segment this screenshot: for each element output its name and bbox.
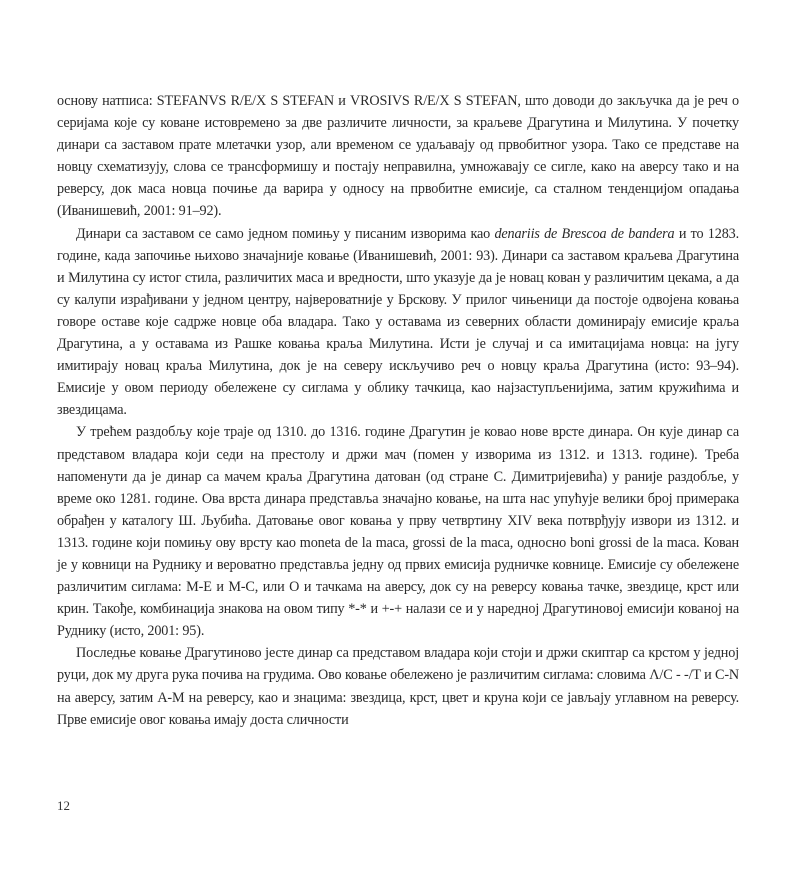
paragraph-3 [57,421,739,642]
paragraph-text: Последње ковање Драгутиново јесте динар са представом владара који стоји и држи скиптар са крстом у једној руци, док му друга рука почива на грудима. Ово ковање обележено је различитим сиглама: словима Λ/C - -/T и C-N на аверсу, затим A-M на реверсу, као и знацима: звездица, крст, цвет и круна који се јављају углавном на реверсу. Прве емисије овог ковања имају доста сличности [57,645,739,728]
latin-quote: denariis de Brescoa de bandera [494,225,675,242]
paragraph-4 [57,642,739,730]
paragraph-text: У трећем раздобљу које траје од 1310. до 1316. године Драгутин је ковао нове врсте динара. Он кује динар са представом владара који седи на престолу и држи мач (помен у изворима из 1312. и 1313. године). Треба напоменути да је динар са мачем краља Драгутина датован (од стране С. Димитријевића) у раније раздобље, у време око 1281. године. Ова врста динара представља значајно ковање, на шта нас упућује велики број примерака обрађен у каталогу Ш. Љубића. Датовање овог ковања у прву четвртину XIV века потврђују извори из 1312. и 1313. године који помињу ову врсту као moneta de la maca, grossi de la maca, односно boni grossi de la maca. Кован је у ковници на Руднику и вероватно представља једну од првих емисија рудничке ковнице. Емисије су обележене различитим сиглама: M-E и M-C, или O и тачкама на аверсу, док су на реверсу ковања тачке, звездице, крст или крин. Такође, комбинација знакова на овом типу *-* и +-+ налази се и у наредној Драгутиновој емисији кованој на Руднику (исто, 2001: 95). [57,424,739,640]
paragraph-1 [57,90,739,223]
page-body [57,90,739,731]
paragraph-text: Динари са заставом се само једном помињу у писаним изворима као [76,225,495,242]
paragraph-text: основу натписа: STEFANVS R/E/X S STEFAN и VROSIVS R/E/X S STEFAN, што доводи до закључка да је реч о серијама које су коване истовремено за две различите личности, за краљеве Драгутина и Милутина. У почетку динари са заставом прате млетачки узор, али временом се удаљавају од првобитног узора. Тако се представе на новцу схематизују, слова се трансформишу и постају неправилна, умножавају се сигле, како на аверсу тако и на реверсу, док маса новца почиње да варира у односу на првобитне емисије, са сталном тенденцијом опадања (Иванишевић, 2001: 91–92). [57,93,739,220]
page-number: 12 [57,798,70,813]
paragraph-text: и то 1283. године, када започиње њихово значајније ковање (Иванишевић, 2001: 93). Динари са заставом краљева Драгутина и Милутина су истог стила, различитих маса и вредности, што указује да је новац кован у различитим цекама, а да су калупи израђивани у једном центру, највероватније у Брскову. У прилог чињеници да постоје одвојена ковања говоре оставе које садрже новце оба владара. Тако у оставама из северних области доминирају емисије краља Драгутина, а у оставама из Рашке ковања краља Милутина. Исти је случај и са имитацијама новца: на југу имитирају новац краља Милутина, док је на северу искључиво реч о новцу краља Драгутина (исто: 93–94). Емисије у овом периоду обележене су сиглама у облику тачкица, као најзаступљенијима, затим кружићима и звездицама. [57,225,739,419]
paragraph-2 [57,223,739,422]
